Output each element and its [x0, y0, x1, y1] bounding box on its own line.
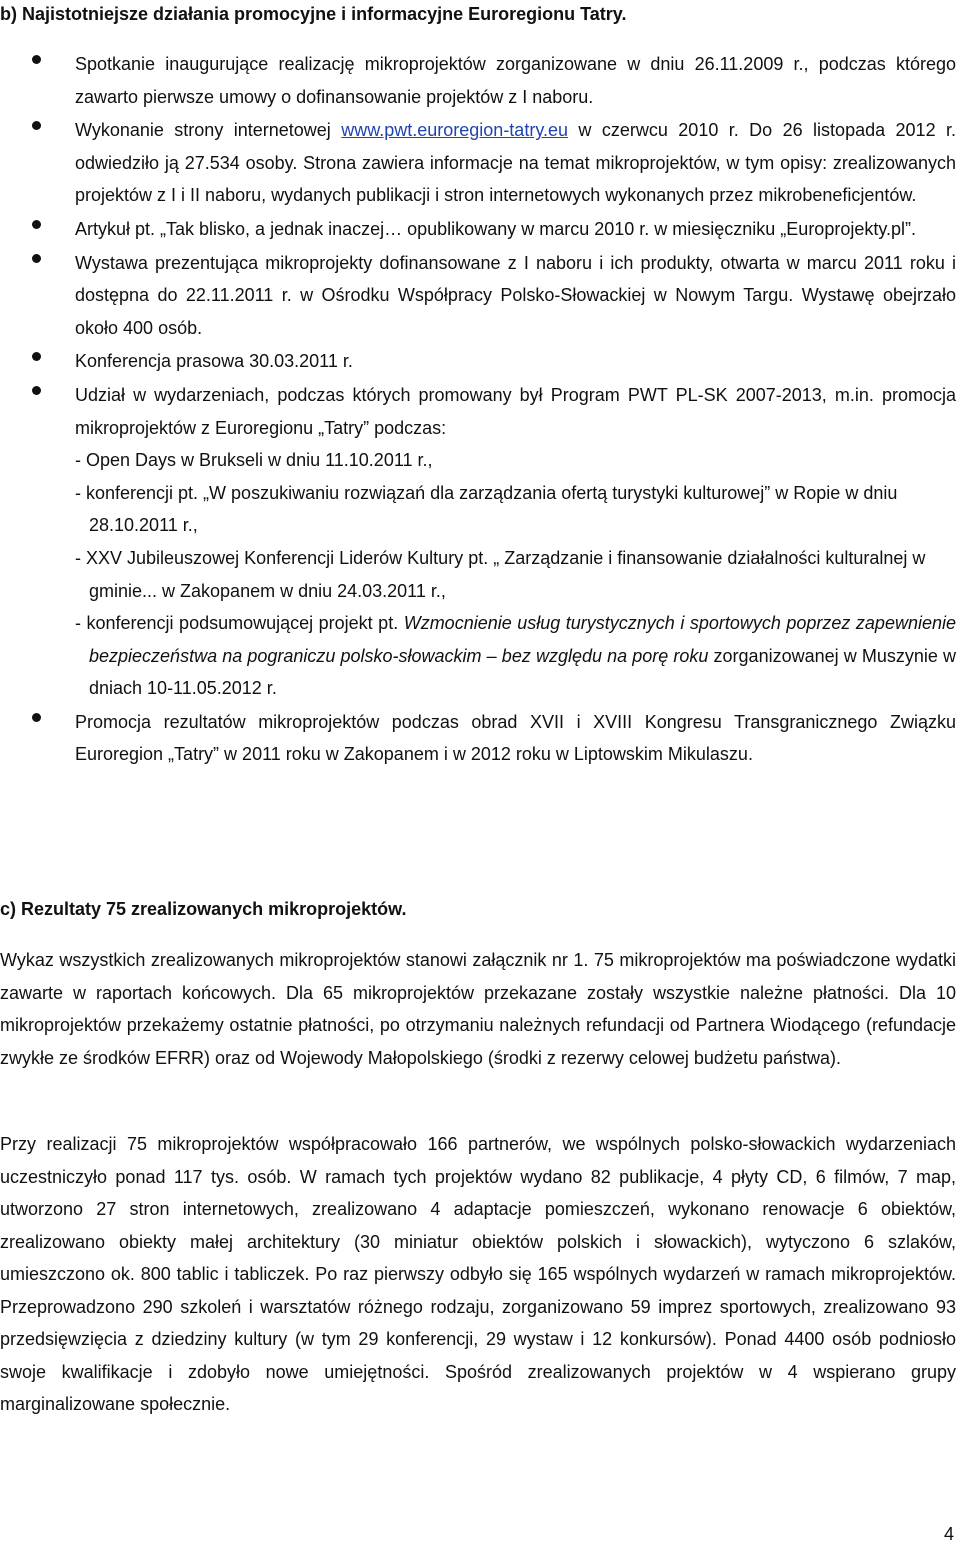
events-intro: Udział w wydarzeniach, podczas których promowany był Program PWT PL-SK 2007-2013, m.in. promocja mikroprojektów z Euroregionu „Tatry” podczas: — [75, 384, 956, 438]
page-number: 4 — [943, 1524, 954, 1544]
section-b-heading: b) Najistotniejsze działania promocyjne i informacyjne Euroregionu Tatry. — [0, 4, 627, 24]
list-item-text: Wystawa prezentująca mikroprojekty dofinansowane z I naboru i ich produkty, otwarta w marcu 2011 roku i dostępna do 22.11.2011 r. w Ośrodku Współpracy Polsko-Słowackiej w Nowym Targu. Wystawę obejrzało około 400 osób. — [75, 252, 956, 338]
bullet-icon — [32, 55, 41, 64]
list-item — [0, 247, 956, 345]
list-item-text: Promocja rezultatów mikroprojektów podczas obrad XVII i XVIII Kongresu Transgranicznego Związku Euroregion „Tatry” w 2011 roku w Zakopanem i w 2012 roku w Liptowskim Mikulaszu. — [75, 711, 956, 765]
bullet-icon — [32, 386, 41, 395]
list-item — [0, 379, 956, 705]
list-item-text — [75, 379, 956, 705]
text-segment: zorganizowanej w Muszynie w dniach 10-11.05.2012 r. — [89, 645, 957, 699]
list-item — [0, 345, 956, 378]
results-paragraph-1: Wykaz wszystkich zrealizowanych mikroprojektów stanowi załącznik nr 1. 75 mikroprojektów ma poświadczone wydatki zawarte w raportach końcowych. Dla 65 mikroprojektów przekazane zostały wszystkie należne płatności. Dla 10 mikroprojektów przekażemy ostatnie płatności, po otrzymaniu należnych refundacji od Partnera Wiodącego (refundacje zwykłe ze środków EFRR) oraz od Wojewody Małopolskiego (środki z rezerwy celowej budżetu państwa). — [0, 950, 956, 1068]
list-item-text — [75, 114, 956, 212]
list-item — [0, 114, 956, 212]
list-item — [0, 706, 956, 771]
bullet-icon — [32, 254, 41, 263]
event-line: - Open Days w Brukseli w dniu 11.10.2011 r., — [75, 450, 433, 471]
promotion-activities-list — [0, 48, 956, 772]
event-line — [75, 607, 956, 705]
list-item-text: Konferencja prasowa 30.03.2011 r. — [75, 351, 353, 372]
bullet-icon — [32, 713, 41, 722]
website-link[interactable]: www.pwt.euroregion-tatry.eu — [341, 120, 569, 141]
event-line: - konferencji pt. „W poszukiwaniu rozwiązań dla zarządzania ofertą turystyki kulturowej” w Ropie w dniu 28.10.2011 r., — [75, 482, 898, 536]
bullet-icon — [32, 121, 41, 130]
list-item — [0, 48, 956, 113]
text-segment: w czerwcu 2010 r. Do 26 listopada 2012 r. odwiedziło ją 27.534 osoby. Strona zawiera informacje na temat mikroprojektów, w tym opisy: zrealizowanych projektów z I i II naboru, wydanych publikacji i stron internetowych wykonanych przez mikrobeneficjentów. — [75, 120, 956, 206]
text-segment: - konferencji podsumowującej projekt pt. — [75, 613, 404, 634]
bullet-icon — [32, 220, 41, 229]
list-item — [0, 213, 956, 246]
list-item-text: Artykuł pt. „Tak blisko, a jednak inaczej… opublikowany w marcu 2010 r. w miesięczniku „Europrojekty.pl”. — [75, 218, 917, 239]
bullet-icon — [32, 352, 41, 361]
section-c-heading: c) Rezultaty 75 zrealizowanych mikroprojektów. — [0, 899, 407, 919]
list-item-text: Spotkanie inaugurujące realizację mikroprojektów zorganizowane w dniu 26.11.2009 r., podczas którego zawarto pierwsze umowy o dofinansowanie projektów z I naboru. — [75, 54, 956, 107]
event-line: - XXV Jubileuszowej Konferencji Liderów Kultury pt. „ Zarządzanie i finansowanie działalności kulturalnej w gminie... w Zakopanem w dniu 24.03.2011 r., — [75, 547, 926, 601]
text-segment: Wykonanie strony internetowej — [75, 120, 342, 141]
results-paragraph-2: Przy realizacji 75 mikroprojektów współpracowało 166 partnerów, we wspólnych polsko-słowackich wydarzeniach uczestniczyło ponad 117 tys. osób. W ramach tych projektów wydano 82 publikacje, 4 płyty CD, 6 filmów, 7 map, utworzono 27 stron internetowych, zrealizowano 4 adaptacje pomieszczeń, wykonano renowacje 6 obiektów, zrealizowano obiekty małej architektury (30 miniatur obiektów polskich i słowackich), wytyczono 6 szlaków, umieszczono ok. 800 tablic i tabliczek. Po raz pierwszy odbyło się 165 wspólnych wydarzeń w ramach mikroprojektów. Przeprowadzono 290 szkoleń i warsztatów różnego rodzaju, zorganizowano 59 imprez sportowych, zrealizowano 93 przedsięwzięcia z dziedziny kultury (w tym 29 konferencji, 29 wystaw i 12 konkursów). Ponad 4400 osób podniosło swoje kwalifikacje i zdobyło nowe umiejętności. Spośród zrealizowanych projektów w 4 wspierano grupy marginalizowane społecznie. — [0, 1134, 956, 1414]
project-title-italic: Wzmocnienie usług turystycznych i sportowych poprzez zapewnienie bezpieczeństwa na pograniczu polsko-słowackim – bez względu na porę roku — [89, 613, 956, 666]
